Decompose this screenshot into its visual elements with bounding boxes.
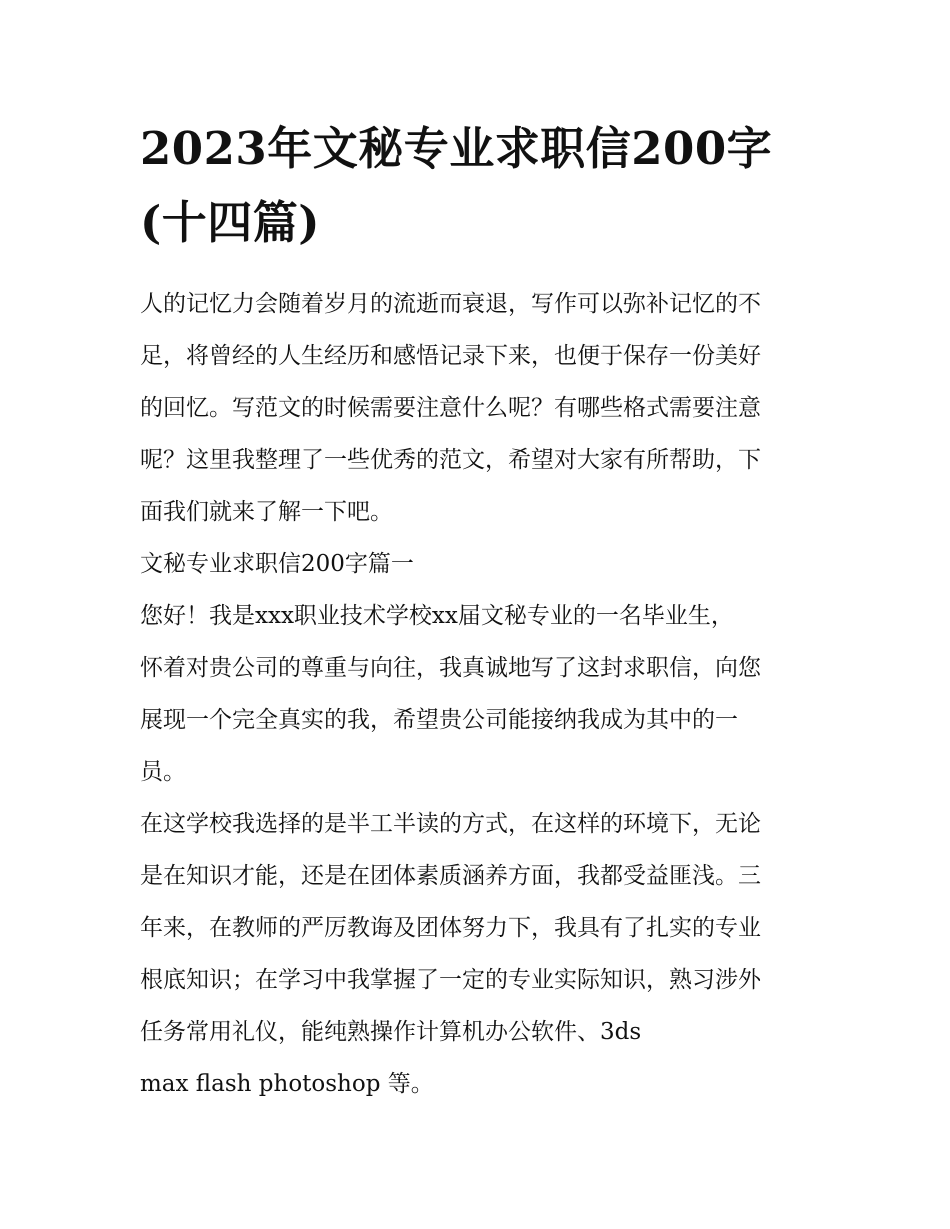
text-line: 在这学校我选择的是半工半读的方式，在这样的环境下，无论	[140, 811, 761, 837]
letter-paragraph-2	[140, 798, 812, 1110]
document-title	[140, 112, 812, 260]
text-line: 根底知识；在学习中我掌握了一定的专业实际知识，熟习涉外	[140, 967, 761, 993]
document-page	[140, 112, 812, 1110]
title-line-2: (十四篇)	[140, 196, 321, 249]
title-line-1: 2023年文秘专业求职信200字	[140, 122, 773, 175]
text-line: 任务常用礼仪，能纯熟操作计算机办公软件、3ds	[140, 1019, 642, 1045]
text-line: 足，将曾经的人生经历和感悟记录下来，也便于保存一份美好	[140, 343, 761, 369]
section-heading: 文秘专业求职信200字篇一	[140, 551, 414, 577]
text-line: 怀着对贵公司的尊重与向往，我真诚地写了这封求职信，向您	[140, 655, 761, 681]
text-line: 是在知识才能，还是在团体素质涵养方面，我都受益匪浅。三	[140, 863, 761, 889]
text-line: 面我们就来了解一下吧。	[140, 499, 393, 525]
text-line: max flash photoshop 等。	[140, 1071, 434, 1097]
text-line: 的回忆。写范文的时候需要注意什么呢？有哪些格式需要注意	[140, 395, 761, 421]
text-line: 人的记忆力会随着岁月的流逝而衰退，写作可以弥补记忆的不	[140, 291, 761, 317]
letter-paragraph-1	[140, 590, 812, 798]
text-line: 呢？这里我整理了一些优秀的范文，希望对大家有所帮助，下	[140, 447, 761, 473]
text-line: 展现一个完全真实的我，希望贵公司能接纳我成为其中的一	[140, 707, 738, 733]
text-line: 您好！我是xxx职业技术学校xx届文秘专业的一名毕业生，	[140, 603, 734, 629]
text-line: 年来，在教师的严厉教诲及团体努力下，我具有了扎实的专业	[140, 915, 761, 941]
text-line: 员。	[140, 759, 186, 785]
intro-paragraph	[140, 278, 812, 538]
